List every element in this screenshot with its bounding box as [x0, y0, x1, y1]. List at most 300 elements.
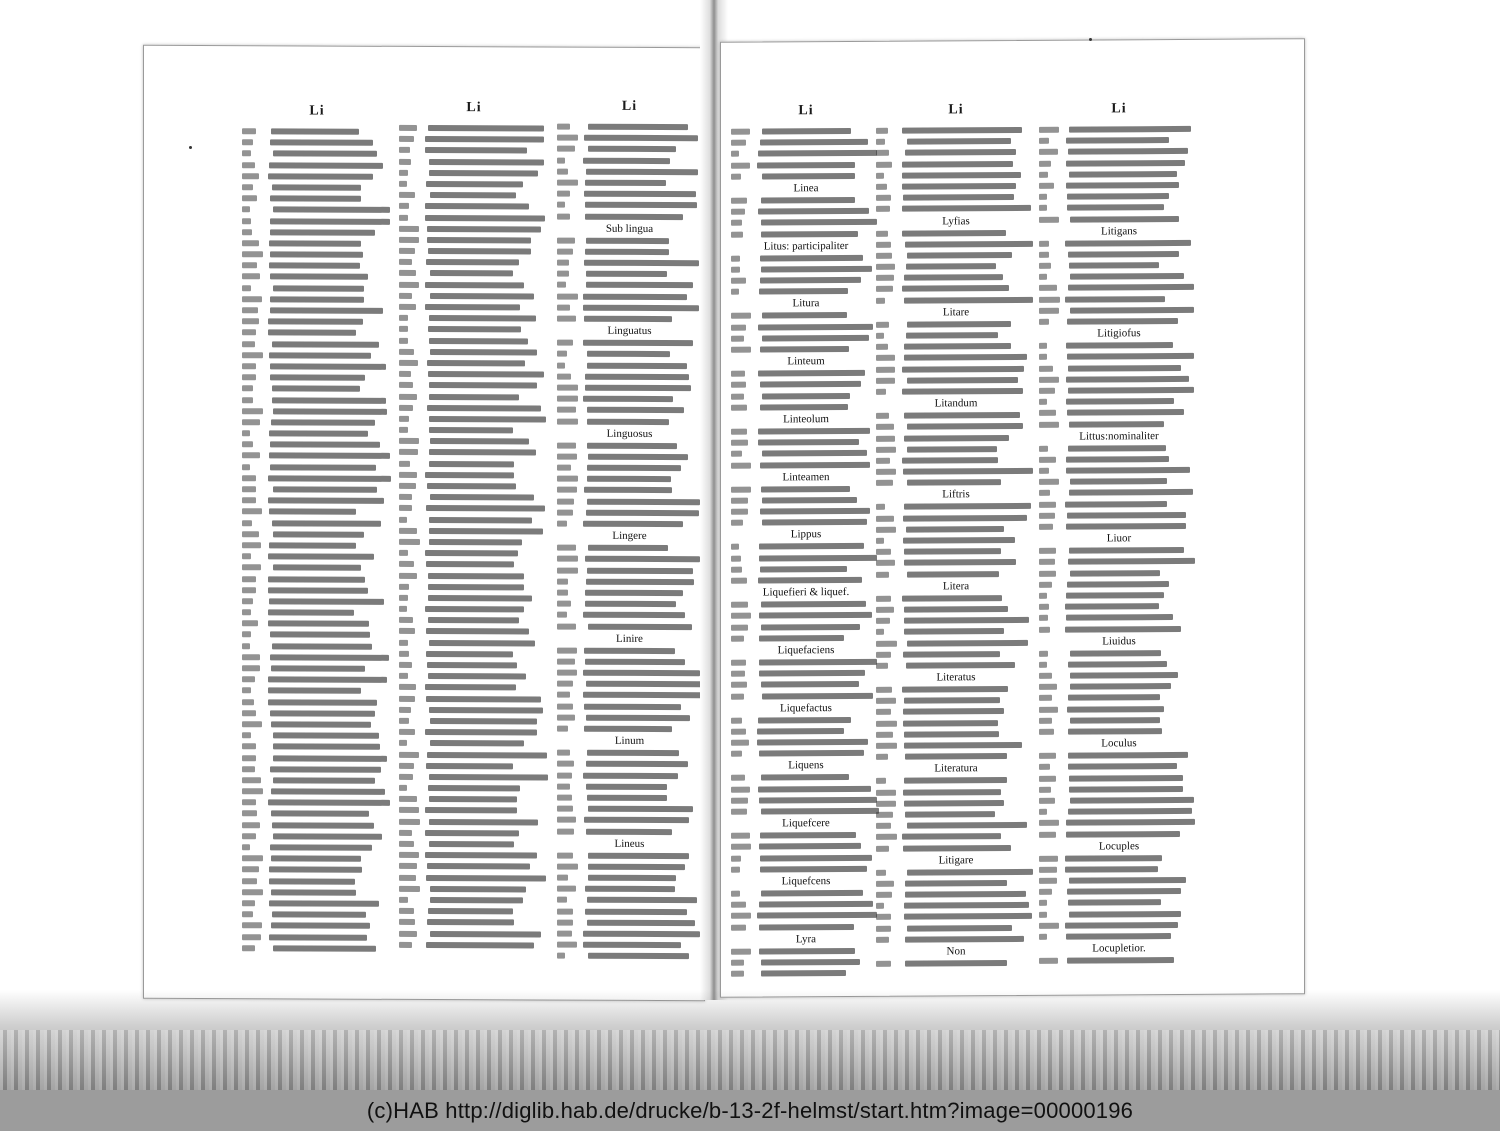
text-line — [876, 660, 1036, 672]
text-line — [242, 361, 392, 373]
text-line — [399, 638, 549, 650]
entry-subhead: Loculus — [1101, 737, 1137, 750]
text-line — [242, 764, 392, 776]
entry-subhead: Literatura — [934, 762, 978, 775]
text-line — [731, 830, 881, 842]
text-line — [731, 621, 881, 633]
text-line — [242, 484, 392, 496]
text-line — [399, 414, 549, 426]
text-line — [731, 633, 881, 645]
text-line — [242, 551, 392, 563]
text-line — [242, 775, 392, 787]
text-line — [557, 679, 702, 691]
text-line — [731, 888, 881, 900]
text-line — [1039, 476, 1199, 488]
text-line — [242, 797, 392, 809]
speck — [189, 146, 192, 149]
entry-subhead: Linum — [614, 735, 645, 748]
text-line — [399, 682, 549, 694]
text-line — [242, 574, 392, 586]
text-line — [399, 268, 549, 280]
text-line — [242, 909, 392, 921]
entry-subhead: Litare — [942, 306, 970, 319]
text-line — [399, 850, 549, 862]
text-line — [399, 179, 549, 191]
text-line — [1039, 316, 1199, 328]
text-line — [242, 742, 392, 754]
column-head: Li — [466, 100, 482, 116]
text-line — [1039, 362, 1199, 374]
text-line — [242, 876, 392, 888]
text-line — [242, 529, 392, 541]
text-line — [557, 724, 702, 736]
entry-subhead: Liquens — [788, 759, 824, 772]
text-line — [731, 448, 881, 460]
text-line — [399, 861, 549, 873]
text-line — [1039, 920, 1199, 932]
text-line — [399, 738, 549, 750]
text-line — [557, 463, 702, 475]
text-line — [399, 145, 549, 157]
text-line — [399, 459, 549, 471]
text-line — [242, 652, 392, 664]
text-line — [1039, 726, 1199, 738]
text-line — [557, 712, 702, 724]
text-line — [399, 783, 549, 795]
text-line — [1039, 601, 1199, 613]
text-line — [399, 291, 549, 303]
entry-subhead: Linteamen — [782, 470, 830, 484]
text-line — [242, 260, 392, 272]
text-line — [242, 227, 392, 239]
text-line — [242, 596, 392, 608]
text-line — [242, 495, 392, 507]
text-line — [399, 212, 549, 224]
text-line — [399, 324, 549, 336]
text-line — [1039, 407, 1199, 419]
column-head: Li — [798, 103, 814, 119]
text-line — [242, 540, 392, 552]
text-line — [242, 272, 392, 284]
text-line — [731, 783, 881, 795]
text-line — [242, 730, 392, 742]
text-line — [1039, 886, 1199, 898]
text-line — [242, 406, 392, 418]
text-line — [557, 940, 702, 952]
text-line — [242, 518, 392, 530]
text-line — [557, 759, 702, 771]
text-line — [1039, 875, 1199, 887]
right-page — [720, 38, 1305, 998]
text-line — [731, 333, 881, 345]
text-line — [1039, 271, 1199, 283]
text-line — [399, 649, 549, 661]
text-line — [242, 294, 392, 306]
text-line — [399, 257, 549, 269]
text-line — [557, 599, 702, 611]
text-line — [1039, 396, 1199, 408]
text-line — [399, 693, 549, 705]
text-line — [731, 368, 881, 380]
text-line — [1039, 385, 1199, 397]
text-line — [731, 379, 881, 391]
entry-subhead: Litera — [942, 580, 970, 593]
text-lines — [1039, 124, 1199, 967]
text-line — [242, 563, 392, 575]
text-line — [1039, 510, 1199, 522]
text-line — [731, 726, 881, 738]
text-line — [399, 559, 549, 571]
text-line — [1039, 157, 1199, 169]
text-line — [731, 310, 881, 322]
text-line — [731, 668, 881, 680]
entry-subhead: Linguatus — [607, 324, 652, 338]
text-line — [242, 932, 392, 944]
text-line — [242, 205, 392, 217]
text-line — [399, 302, 549, 314]
text-line — [399, 705, 549, 717]
entry-subhead: Litandum — [934, 397, 978, 410]
entry-subhead: Locuples — [1098, 839, 1140, 853]
entry-subhead: Litigiofus — [1097, 327, 1141, 340]
entry-subhead: Lineus — [614, 837, 645, 850]
text-line — [1039, 443, 1199, 455]
text-line — [557, 701, 702, 713]
text-line — [399, 391, 549, 403]
text-line — [557, 485, 702, 497]
text-line — [399, 906, 549, 918]
text-lines — [399, 123, 549, 952]
text-line — [876, 203, 1036, 215]
text-line — [557, 211, 702, 223]
text-line — [731, 610, 881, 622]
text-line — [1039, 750, 1199, 762]
text-line — [731, 864, 881, 876]
text-line — [557, 246, 702, 258]
text-line — [242, 137, 392, 149]
text-line — [399, 470, 549, 482]
entry-subhead: Linteolum — [783, 413, 829, 426]
text-line — [399, 224, 549, 236]
text-line — [399, 570, 549, 582]
text-line — [399, 884, 549, 896]
text-line — [242, 249, 392, 261]
text-line — [242, 283, 392, 295]
text-line — [557, 178, 702, 190]
text-line — [557, 656, 702, 668]
text-line — [1039, 897, 1199, 909]
entry-subhead: Litigare — [938, 853, 974, 867]
text-line — [731, 390, 881, 402]
text-line — [557, 645, 702, 657]
text-line — [557, 338, 702, 350]
text-line — [557, 850, 702, 862]
text-line — [731, 506, 881, 518]
text-line — [557, 519, 702, 531]
text-line — [399, 134, 549, 146]
text-line — [242, 473, 392, 485]
text-line — [1039, 202, 1199, 214]
image-caption: (c)HAB http://diglib.hab.de/drucke/b-13-2f-helmst/start.htm?image=00000196 — [0, 1090, 1500, 1131]
text-line — [1039, 556, 1199, 568]
entry-subhead: Liuidus — [1102, 634, 1136, 648]
entry-subhead: Liuor — [1106, 532, 1132, 545]
text-line — [557, 269, 702, 281]
text-line — [399, 895, 549, 907]
text-line — [399, 537, 549, 549]
text-line — [399, 604, 549, 616]
text-line — [731, 552, 881, 564]
text-line — [731, 657, 881, 669]
text-line — [557, 189, 702, 201]
text-line — [731, 714, 881, 726]
entry-subhead: Litura — [792, 297, 820, 310]
text-line — [731, 899, 881, 911]
text-line — [557, 258, 702, 270]
text-line — [1039, 648, 1199, 660]
scan-noise — [0, 1030, 1500, 1090]
entry-subhead: Linteum — [787, 355, 825, 368]
text-line — [242, 865, 392, 877]
entry-subhead: Lyra — [795, 932, 817, 946]
text-line — [399, 313, 549, 325]
text-line — [557, 280, 702, 292]
text-line — [731, 321, 881, 333]
text-line — [242, 753, 392, 765]
left-page-column-2 — [399, 99, 549, 952]
text-line — [1039, 579, 1199, 591]
entry-subhead: Liquefcens — [781, 875, 831, 888]
text-line — [242, 786, 392, 798]
text-line — [242, 182, 392, 194]
text-line — [399, 761, 549, 773]
text-line — [557, 861, 702, 873]
text-line — [876, 477, 1036, 489]
text-line — [242, 372, 392, 384]
text-line — [399, 940, 549, 952]
text-line — [242, 697, 392, 709]
text-line — [242, 674, 392, 686]
text-line — [399, 772, 549, 784]
text-line — [1039, 135, 1199, 147]
text-line — [557, 291, 702, 303]
text-line — [242, 585, 392, 597]
text-line — [557, 668, 702, 680]
text-line — [242, 462, 392, 474]
text-line — [876, 934, 1036, 946]
text-line — [557, 621, 702, 633]
text-line — [399, 928, 549, 940]
text-line — [731, 921, 881, 933]
text-line — [557, 200, 702, 212]
text-line — [242, 618, 392, 630]
text-line — [731, 517, 881, 529]
text-line — [731, 437, 881, 449]
text-line — [399, 615, 549, 627]
text-line — [731, 679, 881, 691]
text-line — [731, 426, 881, 438]
text-line — [242, 809, 392, 821]
text-line — [242, 428, 392, 440]
text-line — [731, 841, 881, 853]
text-line — [399, 503, 549, 515]
text-line — [557, 360, 702, 372]
text-line — [399, 805, 549, 817]
text-line — [557, 314, 702, 326]
text-line — [242, 193, 392, 205]
text-line — [399, 671, 549, 683]
text-line — [242, 898, 392, 910]
text-line — [557, 576, 702, 588]
text-line — [557, 416, 702, 428]
text-line — [399, 727, 549, 739]
text-line — [242, 921, 392, 933]
text-line — [731, 599, 881, 611]
text-line — [1039, 567, 1199, 579]
text-line — [242, 853, 392, 865]
text-line — [399, 335, 549, 347]
text-line — [1039, 703, 1199, 715]
text-line — [242, 820, 392, 832]
text-line — [242, 238, 392, 250]
text-line — [731, 344, 881, 356]
entry-subhead: Littus:nominaliter — [1079, 429, 1159, 443]
text-line — [399, 749, 549, 761]
text-line — [242, 887, 392, 899]
text-line — [399, 403, 549, 415]
text-line — [399, 201, 549, 213]
text-line — [557, 144, 702, 156]
text-line — [731, 575, 881, 587]
text-line — [557, 440, 702, 452]
text-lines — [557, 122, 702, 963]
text-line — [876, 568, 1036, 580]
text-line — [242, 395, 392, 407]
text-line — [557, 496, 702, 508]
text-line — [242, 831, 392, 843]
text-line — [242, 160, 392, 172]
text-line — [399, 358, 549, 370]
text-line — [242, 607, 392, 619]
text-line — [1039, 817, 1199, 829]
text-line — [1039, 795, 1199, 807]
text-lines — [242, 126, 392, 955]
text-line — [1039, 623, 1199, 635]
text-line — [731, 564, 881, 576]
right-page-column-2 — [876, 101, 1036, 970]
text-line — [399, 246, 549, 258]
text-lines — [731, 126, 881, 980]
text-line — [876, 294, 1036, 306]
text-line — [1039, 715, 1199, 727]
text-line — [1039, 908, 1199, 920]
text-line — [399, 514, 549, 526]
text-line — [1039, 124, 1199, 136]
text-line — [1039, 418, 1199, 430]
text-line — [1039, 784, 1199, 796]
text-line — [731, 795, 881, 807]
speck — [1089, 38, 1092, 41]
text-line — [1039, 340, 1199, 352]
text-line — [242, 630, 392, 642]
text-line — [557, 815, 702, 827]
entry-subhead: Litigans — [1100, 224, 1138, 238]
text-line — [399, 593, 549, 605]
text-line — [731, 286, 881, 298]
text-line — [399, 347, 549, 359]
text-line — [557, 690, 702, 702]
text-line — [399, 380, 549, 392]
text-line — [1039, 351, 1199, 363]
entry-subhead: Liquefcere — [782, 817, 830, 830]
text-line — [557, 383, 702, 395]
text-line — [399, 123, 549, 135]
text-line — [242, 149, 392, 161]
text-line — [399, 794, 549, 806]
text-line — [399, 828, 549, 840]
text-line — [876, 958, 1036, 970]
text-line — [399, 716, 549, 728]
text-line — [557, 507, 702, 519]
text-line — [557, 451, 702, 463]
text-line — [731, 228, 881, 240]
text-line — [731, 806, 881, 818]
text-line — [399, 492, 549, 504]
text-line — [557, 133, 702, 145]
text-line — [731, 541, 881, 553]
text-line — [399, 447, 549, 459]
text-line — [731, 159, 881, 171]
left-page-column-3 — [557, 98, 702, 963]
text-line — [731, 206, 881, 218]
text-line — [1039, 931, 1199, 943]
text-line — [1039, 772, 1199, 784]
text-line — [557, 873, 702, 885]
text-line — [557, 906, 702, 918]
text-line — [242, 316, 392, 328]
text-line — [242, 171, 392, 183]
text-line — [1039, 670, 1199, 682]
text-line — [1039, 146, 1199, 158]
text-line — [731, 737, 881, 749]
text-line — [731, 217, 881, 229]
text-line — [242, 663, 392, 675]
text-line — [557, 929, 702, 941]
text-line — [242, 126, 392, 138]
text-line — [876, 386, 1036, 398]
text-line — [242, 439, 392, 451]
text-line — [399, 526, 549, 538]
text-line — [242, 641, 392, 653]
text-line — [557, 394, 702, 406]
text-line — [1039, 249, 1199, 261]
text-line — [1039, 545, 1199, 557]
entry-subhead: Linire — [616, 632, 643, 645]
text-line — [557, 565, 702, 577]
text-line — [399, 548, 549, 560]
text-line — [557, 371, 702, 383]
text-line — [557, 895, 702, 907]
text-line — [557, 349, 702, 361]
text-line — [1039, 454, 1199, 466]
entry-subhead: Sub lingua — [605, 222, 654, 235]
text-line — [557, 302, 702, 314]
text-line — [557, 474, 702, 486]
text-line — [731, 852, 881, 864]
text-line — [731, 945, 881, 957]
column-head: Li — [621, 98, 638, 114]
text-line — [1039, 864, 1199, 876]
